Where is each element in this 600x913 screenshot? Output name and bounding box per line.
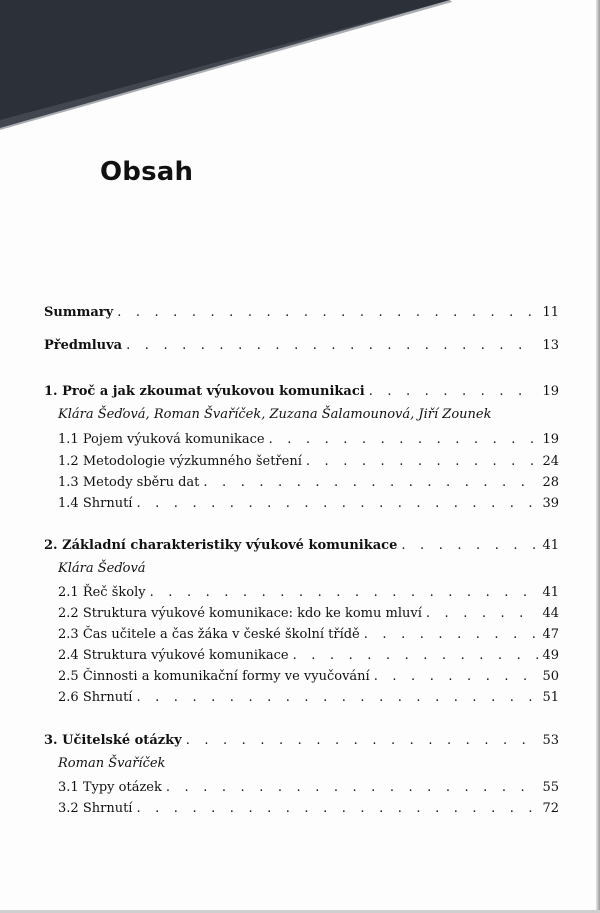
section-number: 2.6 <box>58 690 79 705</box>
chapter-title: Učitelské otázky <box>62 733 182 748</box>
section-number: 2.4 <box>58 648 79 663</box>
section-title: Typy otázek <box>82 780 162 795</box>
page-title: Obsah <box>100 157 194 187</box>
section-title: Struktura výukové komunikace: kdo ke komu mluví <box>82 606 422 621</box>
dot-leader <box>369 384 539 399</box>
toc-entry-predmluva[interactable] <box>44 338 559 360</box>
dot-leader <box>269 432 539 447</box>
section-number: 1.2 <box>58 454 79 469</box>
chapter-title: Základní charakteristiky výukové komunikace <box>62 538 398 553</box>
section-title: Struktura výukové komunikace <box>82 648 289 663</box>
toc-page-number: 53 <box>542 733 559 748</box>
toc-section-2-4[interactable] <box>58 648 559 670</box>
dot-leader <box>374 669 539 684</box>
section-number: 3.1 <box>58 780 79 795</box>
dot-leader <box>426 606 539 621</box>
section-title: Činnosti a komunikační formy ve vyučování <box>82 669 370 684</box>
dot-leader <box>136 690 538 705</box>
toc-section-2-5[interactable] <box>58 669 559 691</box>
toc-page-number: 24 <box>542 454 559 469</box>
toc-section-2-2[interactable] <box>58 606 559 628</box>
toc-page-number: 13 <box>542 338 559 353</box>
toc-section-1-1[interactable] <box>58 432 559 454</box>
section-title: Metodologie výzkumného šetření <box>82 454 302 469</box>
chapter-title: Proč a jak zkoumat výukovou komunikaci <box>62 384 365 399</box>
section-number: 1.4 <box>58 496 79 511</box>
dot-leader <box>136 801 538 816</box>
section-number: 2.1 <box>58 585 79 600</box>
dot-leader <box>117 305 538 320</box>
toc-section-1-4[interactable] <box>58 496 559 518</box>
toc-page-number: 39 <box>542 496 559 511</box>
toc-page-number: 41 <box>542 585 559 600</box>
section-number: 1.3 <box>58 475 79 490</box>
toc-page-number: 11 <box>542 305 559 320</box>
dot-leader <box>306 454 539 469</box>
section-number: 2.5 <box>58 669 79 684</box>
section-number: 1.1 <box>58 432 79 447</box>
toc-section-2-1[interactable] <box>58 585 559 607</box>
chapter-number: 3. <box>44 733 58 748</box>
section-title: Pojem výuková komunikace <box>82 432 265 447</box>
toc-page-number: 19 <box>542 384 559 399</box>
dot-leader <box>364 627 539 642</box>
dot-leader <box>186 733 539 748</box>
toc-entry-label: Summary <box>44 305 114 320</box>
section-title: Metody sběru dat <box>82 475 200 490</box>
toc-page-number: 72 <box>542 801 559 816</box>
dot-leader <box>150 585 539 600</box>
chapter-number: 2. <box>44 538 58 553</box>
section-title: Shrnutí <box>82 496 133 511</box>
toc-section-1-2[interactable] <box>58 454 559 476</box>
dot-leader <box>136 496 538 511</box>
toc-page-number: 51 <box>542 690 559 705</box>
toc-page-number: 50 <box>542 669 559 684</box>
dot-leader <box>401 538 538 553</box>
toc-page-number: 41 <box>542 538 559 553</box>
toc-chapter-1[interactable] <box>44 384 559 406</box>
toc-chapter-2[interactable] <box>44 538 559 560</box>
section-title: Řeč školy <box>82 585 146 600</box>
section-title: Shrnutí <box>82 801 133 816</box>
toc-chapter-3[interactable] <box>44 733 559 755</box>
toc-section-3-2[interactable] <box>58 801 559 823</box>
toc-page-number: 19 <box>542 432 559 447</box>
dot-leader <box>126 338 538 353</box>
section-title: Shrnutí <box>82 690 133 705</box>
toc-section-2-3[interactable] <box>58 627 559 649</box>
toc-entry-summary[interactable] <box>44 305 559 327</box>
chapter-authors: Klára Šeďová, Roman Švaříček, Zuzana Šalamounová, Jiří Zounek <box>58 407 492 422</box>
dot-leader <box>166 780 539 795</box>
section-number: 2.2 <box>58 606 79 621</box>
chapter-authors: Roman Švaříček <box>58 756 166 771</box>
toc-page-number: 28 <box>542 475 559 490</box>
dark-corner-graphic <box>0 0 600 140</box>
section-number: 2.3 <box>58 627 79 642</box>
chapter-number: 1. <box>44 384 58 399</box>
chapter-authors: Klára Šeďová <box>58 561 146 576</box>
toc-page-number: 44 <box>542 606 559 621</box>
toc-section-2-6[interactable] <box>58 690 559 712</box>
section-number: 3.2 <box>58 801 79 816</box>
page-edge-right <box>596 0 600 913</box>
toc-page-number: 55 <box>542 780 559 795</box>
dot-leader <box>203 475 538 490</box>
toc-page-number: 49 <box>542 648 559 663</box>
toc-section-1-3[interactable] <box>58 475 559 497</box>
section-title: Čas učitele a čas žáka v české školní třídě <box>82 627 360 642</box>
dot-leader <box>293 648 539 663</box>
toc-page-number: 47 <box>542 627 559 642</box>
toc-entry-label: Předmluva <box>44 338 123 353</box>
toc-section-3-1[interactable] <box>58 780 559 802</box>
